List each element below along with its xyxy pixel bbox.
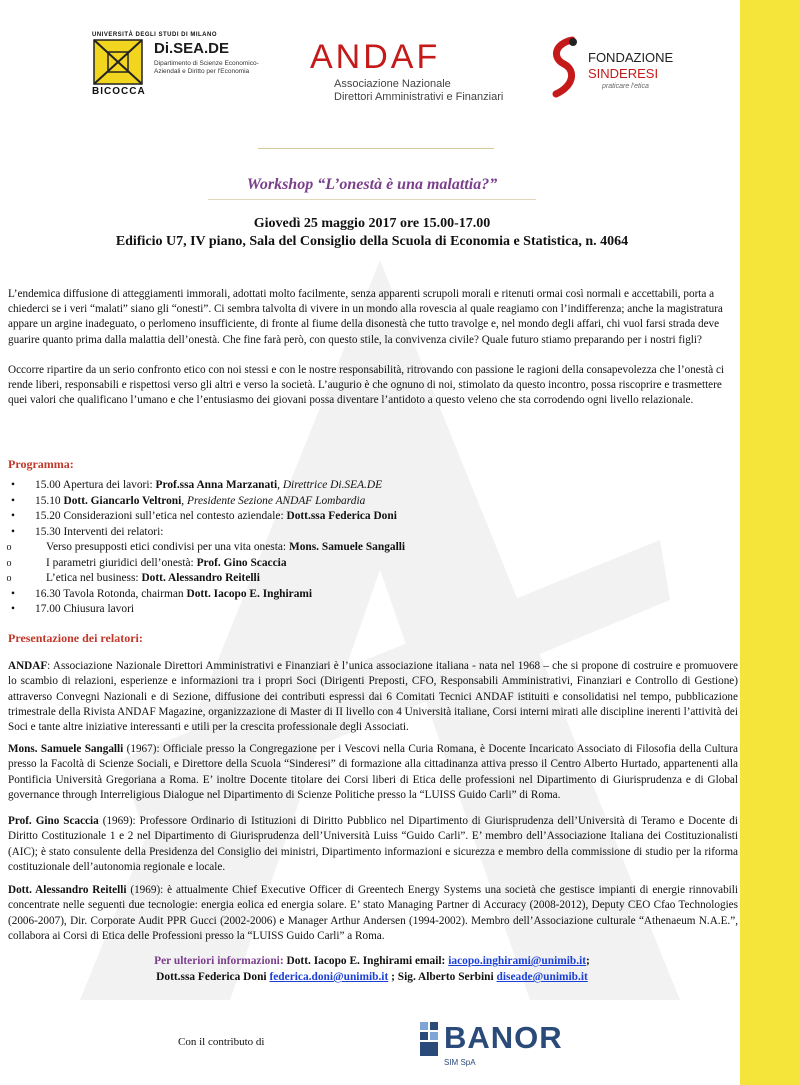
item-plain-text: L’etica nel business: (46, 572, 142, 584)
contact-separator-2: ; Sig. Alberto Serbini (391, 971, 494, 983)
programma-item-text (35, 587, 312, 603)
item-plain-text: 15.10 (35, 494, 64, 507)
bicocca-disea-logo (86, 32, 276, 96)
programma-item-text (35, 602, 134, 618)
programma-item (8, 509, 738, 525)
item-plain-text: 15.20 Considerazioni sull’etica nel contesto aziendale: (35, 510, 287, 522)
bio-text: (1969): è attualmente Chief Executive Officer di Greentech Energy Systems una società che gestisce impianti di energie rinnovabili concentrate nelle seguenti due tecnologie: energia eolica ed energia solare. E’ stato Managing Partner di Accuracy (2008-2012), Deputy CEO Cfao Technologies (2006-2007), Dir. Corporate Audit PPR Gucci (2002-2006) e Manager Arthur Andersen (1994-2002). Membro dell’Associazione culturale “Athenaeum N.A.E.”, collabora ai Corsi di Etica delle Professioni presso la “LUISS Guido Carli” a Roma. (8, 884, 738, 942)
programma-item (8, 587, 738, 603)
programma-item-text (35, 478, 382, 494)
andaf-logo-mark: ANDAF (310, 38, 441, 76)
email-link-inghirami[interactable]: iacopo.inghirami@unimib.it (448, 955, 587, 967)
programma-item-text (35, 509, 397, 525)
sinderesi-mark-icon (546, 36, 582, 98)
banor-name: BANOR (444, 1020, 563, 1055)
bullet-icon: • (11, 479, 15, 491)
programma-list (8, 478, 738, 618)
programma-subitem (8, 540, 738, 556)
intro-paragraph-1: L’endemica diffusione di atteggiamenti immorali, adottati molto facilmente, senza apparenti scrupoli morali e ritenuti ormai così normali e accettabili, porta a chiederci se i veri “malati” siano gli “onesti”. Ci sembra talvolta di vivere in un mondo alla rovescia al quale reagiamo con l’indifferenza; anche la magistratura appare un argine inadeguato, o perlomeno insufficiente, di fronte al fiume della disonestà che tutto travolge e, nel mondo degli affari, chi vuol farsi strada deve guarire quanto prima dalla malattia dell’onestà. Che fine farà però, con questo stile, la convivenza civile? Quale futuro stiamo preparando per i nostri figli? (8, 288, 723, 346)
item-speaker: Dott.ssa Federica Doni (286, 510, 397, 522)
bullet-icon: o (6, 557, 12, 569)
document-page (8, 0, 736, 1085)
item-speaker: Prof. Gino Scaccia (196, 556, 287, 569)
programma-item (8, 478, 738, 494)
sinderesi-tagline: praticare l'etica (602, 83, 649, 90)
item-plain-text: 15.00 Apertura dei lavori: (35, 479, 156, 491)
andaf-logo-subtitle-2: Direttori Amministrativi e Finanziari (334, 91, 504, 103)
disea-dept-name: Di.SEA.DE (154, 40, 230, 57)
bio-sangalli (8, 742, 738, 803)
programma-subitem (8, 571, 738, 587)
programma-item (8, 602, 738, 618)
item-role: , Direttrice Di.SEA.DE (277, 479, 383, 491)
programma-item (8, 525, 738, 541)
item-plain-text: 16.30 Tavola Rotonda, chairman (35, 587, 187, 600)
programma-item-text (46, 556, 287, 572)
bio-name: ANDAF (8, 660, 48, 672)
event-date: Giovedì 25 maggio 2017 ore 15.00-17.00 (253, 216, 491, 231)
item-speaker: Dott. Giancarlo Veltroni (63, 494, 182, 507)
item-speaker: Dott. Alessandro Reitelli (141, 572, 260, 584)
bullet-icon: • (11, 494, 15, 507)
item-speaker: Dott. Iacopo E. Inghirami (186, 587, 313, 600)
title-underline (208, 199, 536, 200)
andaf-logo (298, 38, 518, 104)
item-speaker: Prof.ssa Anna Marzanati (155, 479, 278, 491)
andaf-logo-subtitle-1: Associazione Nazionale (334, 78, 451, 90)
bullet-icon: • (11, 603, 15, 615)
item-plain-text: I parametri giuridici dell’onestà: (46, 556, 197, 569)
contact-label: Per ulteriori informazioni: (154, 955, 284, 967)
banor-mark-icon (420, 1022, 438, 1058)
bicocca-bottom-text: BICOCCA (92, 86, 146, 97)
item-plain-text: 17.00 Chiusura lavori (35, 603, 135, 615)
item-plain-text: 15.30 Interventi dei relatori: (35, 525, 164, 538)
banor-subtitle: SIM SpA (444, 1058, 476, 1067)
item-role: , Presidente Sezione ANDAF Lombardia (181, 494, 366, 507)
contact-email-label: email: (414, 955, 446, 967)
event-location: Edificio U7, IV piano, Sala del Consiglio della Scuola di Economia e Statistica, n. 4064 (115, 234, 629, 249)
bio-text: : Associazione Nazionale Direttori Amministrativi e Finanziari è l’unica associazione italiana - nata nel 1968 – che si propone di costruire e promuovere lo scambio di relazioni, esperienze e informazioni tra i propri Soci (Dirigenti Preposti, CFO, Responsabili Amministrativi, Finanziari e Controllo di Gestione) attraverso Convegni Nazionali e di Sezione, diffusione dei contributi espressi dai 6 Comitati Tecnici ANDAF istituiti e consolidatisi nel tempo, pubblicazione trimestrale della Rivista ANDAF Magazine, organizzazione di Master di II livello con 4 Università italiane, Corsi interni mirati alle discipline inerenti l’attività dei Soci e tante altre iniziative interessanti e utili per la crescita professionale degli Associati. (8, 660, 738, 734)
bullet-icon: • (11, 510, 15, 522)
programma-heading: Programma: (8, 457, 74, 471)
item-speaker: Mons. Samuele Sangalli (288, 541, 406, 553)
programma-item-text (35, 525, 163, 541)
contributo-label: Con il contributo di (178, 1036, 265, 1048)
bullet-icon: • (11, 525, 15, 538)
bicocca-top-text: UNIVERSITÀ DEGLI STUDI DI MILANO (92, 32, 218, 38)
sinderesi-logo (546, 36, 706, 106)
programma-item-text (46, 571, 260, 587)
programma-subitem (8, 556, 738, 572)
header-divider (258, 148, 494, 149)
yellow-side-bar (740, 0, 800, 1085)
disea-dept-subtitle: Dipartimento di Scienze Economico-Aziendali e Diritto per l'Economia (154, 60, 259, 75)
bio-scaccia (8, 814, 738, 875)
item-plain-text: Verso presupposti etici condivisi per una vita onesta: (46, 541, 289, 553)
bio-name: Dott. Alessandro Reitelli (8, 884, 127, 896)
presentazione-heading: Presentazione dei relatori: (8, 631, 143, 645)
workshop-title: Workshop “L’onestà è una malattia?” (246, 176, 498, 193)
contact-line-2 (8, 969, 736, 985)
bio-name: Prof. Gino Scaccia (8, 815, 99, 827)
bio-andaf (8, 659, 738, 735)
banor-logo (420, 1018, 580, 1078)
sinderesi-line-2: SINDERESI (588, 66, 659, 81)
programma-item-text (35, 494, 365, 510)
bullet-icon: o (6, 542, 12, 553)
bio-reitelli (8, 883, 738, 944)
contact-person-1: Dott. Iacopo E. Inghirami (286, 955, 413, 967)
intro-paragraph-2: Occorre ripartire da un serio confronto etico con noi stessi e con le nostre responsabilità, ritrovando con passione le ragioni della consapevolezza che l’onestà ci rende liberi, responsabili e rispettosi verso gli altri e verso la società. L’augurio è che ognuno di noi, stimolato da questo incontro, possa riscoprire e trasmettere quei valori che qualificano l’umano e che l’entusiasmo dei giovani possa diventare l’antidoto a questo veleno che sta corrodendo ogni livello relazionale. (8, 364, 725, 407)
bio-text: (1967): Officiale presso la Congregazione per i Vescovi nella Curia Romana, è Docente Incaricato Associato di Filosofia della Cultura presso la Facoltà di Scienze Sociali, e Direttore della Scuola “Sinderesi” di formazione alla cittadinanza attiva presso il Centro Alberto Hurtado, appartenenti alla Pontificia Università Gregoriana a Roma. E’ inoltre Docente titolare dei Corsi liberi di Etica delle professioni nel Dipartimento di Giurisprudenza e di Global governance through Interreligious Dialogue nel Dipartimento di Scienze Politiche presso la “LUISS Guido Carli” di Roma. (8, 743, 738, 801)
bullet-icon: • (11, 587, 15, 600)
contact-person-2: Dott.ssa Federica Doni (156, 971, 267, 983)
bio-name: Mons. Samuele Sangalli (8, 743, 124, 755)
email-link-diseade[interactable]: diseade@unimib.it (496, 971, 588, 983)
bio-text: (1969): Professore Ordinario di Istituzioni di Diritto Pubblico nel Dipartimento di Giurisprudenza dell’Università di Teramo e Docente di Diritto Costituzionale 1 e 2 nel Dipartimento di Giurisprudenza dell’Università Luiss “Guido Carli”. E’ membro dell’Associazione Italiana dei Costituzionalisti (AIC); è stato consulente della Presidenza del Consiglio dei ministri, Dipartimento informazioni e sicurezza e membro della commissione di studio per la riforma costituzionale dell’autonomia regionale e locale. (8, 815, 738, 873)
sinderesi-line-1: FONDAZIONE (588, 50, 674, 65)
programma-item (8, 494, 738, 510)
programma-item-text (46, 540, 405, 556)
bullet-icon: o (6, 573, 12, 584)
email-link-doni[interactable]: federica.doni@unimib.it (269, 971, 389, 983)
contact-line-1 (8, 953, 736, 969)
contact-separator-1: ; (586, 955, 590, 967)
